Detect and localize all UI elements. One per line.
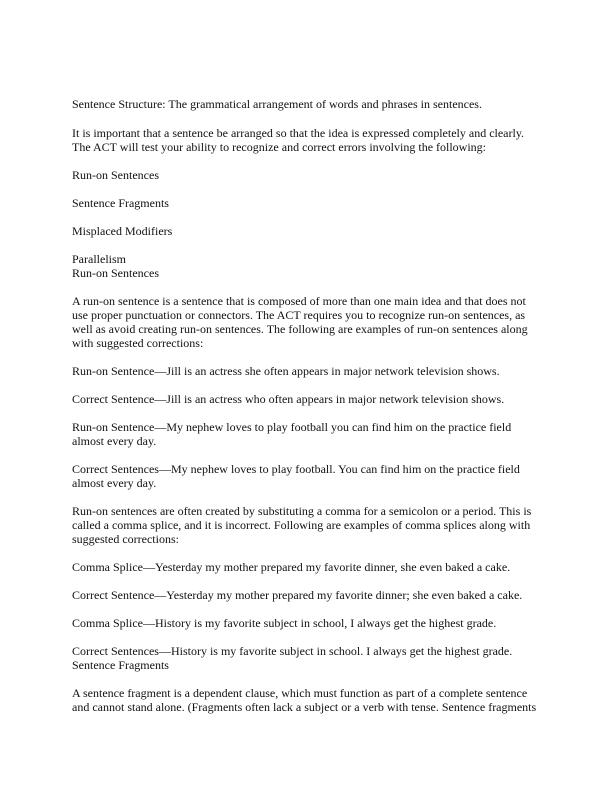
correct-example-1: Correct Sentence—Jill is an actress who often appears in major network television shows.	[72, 392, 505, 406]
run-on-definition: A run-on sentence is a sentence that is composed of more than one main idea and that does not use proper punctuation or connectors. The ACT requires you to recognize run-on sentences, as well as avoid creating run-on sentences. The following are examples of run-on sentences along with suggested corrections:	[72, 294, 528, 350]
correct-example-3: Correct Sentence—Yesterday my mother prepared my favorite dinner; she even baked a cake.	[72, 588, 523, 602]
topic-misplaced-modifiers: Misplaced Modifiers	[72, 224, 173, 238]
comma-splice-example-1: Comma Splice—Yesterday my mother prepared my favorite dinner, she even baked a cake.	[72, 560, 511, 574]
section-run-on-heading: Run-on Sentences	[72, 266, 159, 280]
topic-fragments: Sentence Fragments	[72, 196, 169, 210]
topic-parallelism: Parallelism	[72, 252, 126, 266]
correct-example-2: Correct Sentences—My nephew loves to play football. You can find him on the practice field almost every day.	[72, 462, 520, 490]
fragment-definition: A sentence fragment is a dependent clause, which must function as part of a complete sentence and cannot stand alone. (Fragments often lack a subject or a verb with tense. Sentence fragments	[72, 686, 537, 714]
section-fragments-heading: Sentence Fragments	[72, 658, 169, 672]
intro-paragraph: Sentence Structure: The grammatical arrangement of words and phrases in sentences.	[72, 97, 482, 111]
correct-example-4: Correct Sentences—History is my favorite subject in school. I always get the highest grade.	[72, 644, 513, 658]
topic-run-on: Run-on Sentences	[72, 168, 159, 182]
comma-splice-example-2: Comma Splice—History is my favorite subject in school, I always get the highest grade.	[72, 616, 497, 630]
importance-paragraph: It is important that a sentence be arranged so that the idea is expressed completely and clearly. The ACT will test your ability to recognize and correct errors involving the following:	[72, 126, 525, 154]
comma-splice-definition: Run-on sentences are often created by substituting a comma for a semicolon or a period. This is called a comma splice, and it is incorrect. Following are examples of comma splices along with suggested corrections:	[72, 504, 532, 546]
run-on-example-2: Run-on Sentence—My nephew loves to play football you can find him on the practice field almost every day.	[72, 420, 512, 448]
run-on-example-1: Run-on Sentence—Jill is an actress she often appears in major network television shows.	[72, 364, 500, 378]
